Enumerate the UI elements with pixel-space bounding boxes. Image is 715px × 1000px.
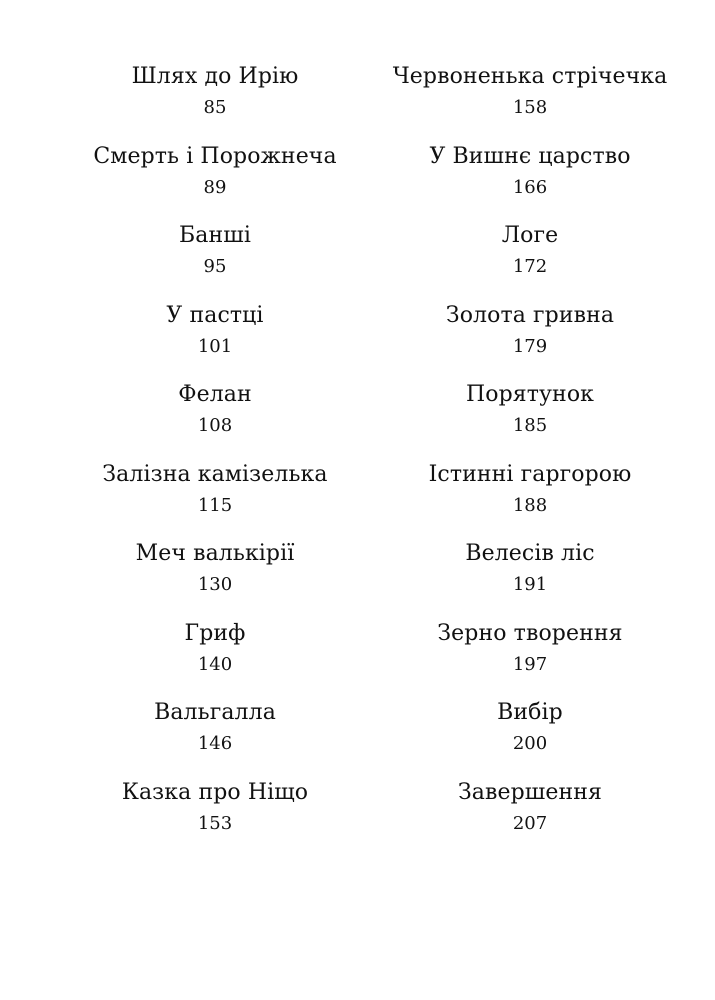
toc-entry (365, 299, 695, 379)
toc-entry-page-number: 130 (197, 574, 233, 595)
toc-entry-page-number: 200 (512, 733, 548, 754)
toc-entry (50, 696, 380, 776)
toc-entry-title: Завершення (458, 779, 602, 805)
toc-entry-title: Логе (501, 223, 559, 248)
toc-entry (365, 537, 695, 617)
toc-entry-page-number: 185 (512, 415, 548, 436)
toc-entry-title: Істинні гаргорою (428, 461, 632, 487)
toc-entry-page-number: 146 (197, 733, 233, 754)
toc-entry (50, 617, 380, 697)
toc-entry-title: Вибір (497, 700, 563, 725)
toc-entry-page-number: 108 (197, 415, 233, 436)
toc-entry-title: Порятунок (465, 382, 595, 407)
toc-entry-title: Червоненька стрічечка (392, 64, 668, 89)
toc-entry-title: У пастці (166, 302, 264, 328)
toc-entry-page-number: 153 (197, 812, 233, 834)
toc-entry-page-number: 197 (512, 653, 548, 675)
toc-entry-page-number: 140 (197, 653, 233, 675)
toc-entry (50, 458, 380, 538)
toc-entry-title: Казка про Ніщо (121, 779, 309, 805)
toc-entry (365, 140, 695, 220)
toc-entry (365, 60, 695, 140)
toc-entry-title: Велесів ліс (465, 541, 595, 566)
toc-entry (50, 537, 380, 617)
toc-entry (50, 60, 380, 140)
toc-entry (50, 140, 380, 220)
toc-entry-page-number: 101 (197, 335, 233, 357)
toc-left-column (50, 60, 380, 855)
toc-entry-title: Золота гривна (445, 302, 615, 328)
toc-entry-page-number: 158 (512, 97, 548, 118)
toc-entry-title: Фелан (178, 382, 252, 407)
toc-entry-title: Смерть і Порожнеча (93, 143, 337, 169)
toc-entry-title: Залізна камізелька (102, 461, 328, 487)
toc-entry-page-number: 191 (512, 574, 548, 595)
toc-entry-title: Банші (179, 223, 251, 248)
toc-entry-page-number: 172 (512, 256, 548, 277)
toc-entry-page-number: 85 (203, 97, 227, 118)
toc-entry-page-number: 89 (203, 176, 227, 198)
toc-entry (50, 299, 380, 379)
toc-entry-page-number: 115 (197, 494, 233, 516)
toc-entry (365, 617, 695, 697)
toc-entry (365, 776, 695, 856)
toc-entry (365, 458, 695, 538)
toc-entry (50, 219, 380, 299)
toc-entry-title: Гриф (184, 620, 246, 646)
toc-entry (365, 696, 695, 776)
toc-entry-title: Вальгалла (154, 700, 276, 725)
toc-entry (365, 378, 695, 458)
toc-entry-page-number: 188 (512, 494, 548, 516)
toc-entry-page-number: 207 (512, 812, 548, 834)
toc-entry-page-number: 166 (512, 176, 548, 198)
toc-entry-title: Меч валькірії (135, 541, 295, 566)
toc-right-column (365, 60, 695, 855)
toc-entry-page-number: 95 (203, 256, 227, 277)
toc-entry-title: У Вишнє царство (429, 143, 631, 169)
toc-entry-title: Шлях до Ирію (131, 64, 299, 89)
toc-entry-page-number: 179 (512, 335, 548, 357)
toc-entry-title: Зерно творення (437, 620, 623, 646)
toc-entry (50, 378, 380, 458)
toc-entry (50, 776, 380, 856)
toc-entry (365, 219, 695, 299)
